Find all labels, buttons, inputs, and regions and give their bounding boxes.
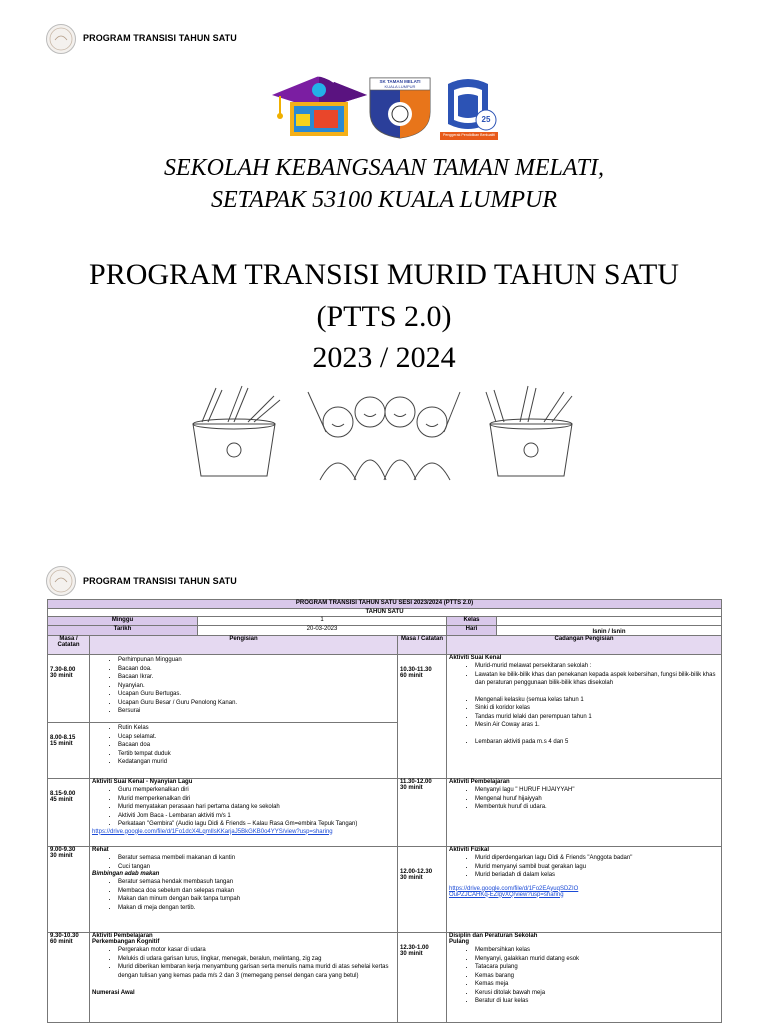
time-cell (48, 847, 90, 933)
header-logo (46, 24, 76, 54)
cell-subtitle: Bimbingan adab makan (92, 871, 160, 877)
list-item: • Mengenali kelasku (semua kelas tahun 1 (475, 696, 719, 705)
content-cell (90, 723, 398, 779)
list-item: • Perhimpunan Mingguan (118, 656, 395, 665)
duration-label: 60 minit (50, 939, 73, 945)
col-pengisian: Pengisian (90, 636, 398, 655)
list-item: • Murid memperkenalkan diri (118, 795, 395, 804)
page-header-text-2: PROGRAM TRANSISI TAHUN SATU (83, 576, 237, 586)
cell-title: Rehat (92, 847, 109, 853)
table-subtitle: TAHUN SATU (48, 609, 722, 617)
list-item: • Perkataan "Gembira" (Audio lagu Didi & Friends – Kalau Rasa Gm=embira Tepuk Tangan) (118, 820, 395, 829)
audio-link[interactable]: https://drive.google.com/file/d/1Fo1dcX4LqmlIsKKarjaJ5BkGKB0o4YYS/view?usp=sharing (92, 828, 333, 835)
list-item: • Rutin Kelas (118, 724, 395, 733)
duration-label: 30 minit (50, 673, 73, 679)
list-item: • Membentuk huruf di udara. (475, 803, 719, 812)
crest-text-top: SK TAMAN MELATI (379, 79, 421, 84)
list-item: • Mengenal huruf hijaiyyah (475, 795, 719, 804)
hari-label: Hari (447, 626, 497, 636)
list-item: • Ucap selamat. (118, 733, 395, 742)
list-item: • Ucapan Guru Bertugas. (118, 690, 395, 699)
list-item: • Kemas meja (475, 980, 719, 989)
duration-label: 30 minit (50, 853, 73, 859)
list-item: • Guru memperkenalkan diri (118, 786, 395, 795)
list-item: • Tatacara pulang (475, 963, 719, 972)
fizikal-link[interactable]: https://drive.google.com/file/d/1Fo2EAyuqSDZIO (449, 885, 579, 892)
content-cell (90, 655, 398, 723)
time-cell (48, 723, 90, 779)
duration-label: 45 minit (50, 797, 73, 803)
time-cell (48, 779, 90, 847)
list-item: • Lembaran aktiviti pada m.s 4 dan 5 (475, 738, 719, 747)
list-item: • Mesin Air Coway aras 1. (475, 721, 719, 730)
time-cell (398, 933, 447, 1023)
list-item: • Tandas murid lelaki dan perempuan tahun 1 (475, 713, 719, 722)
list-item: • Membersihkan kelas (475, 946, 719, 955)
time-cell (398, 847, 447, 933)
list-item: • Murid menyanyi sambil buat gerakan lagu (475, 863, 719, 872)
list-item: • Kerusi ditolak bawah meja (475, 989, 719, 998)
ptts-cap-logo (272, 70, 367, 145)
list-item: • Beratur semasa membeli makanan di kantin (118, 854, 395, 863)
list-item: • Bacaan Ikrar. (118, 673, 395, 682)
time-cell (48, 655, 90, 723)
page-header-text: PROGRAM TRANSISI TAHUN SATU (83, 33, 237, 43)
fizikal-link-cont[interactable]: OuPZJCAHKq-EZlgvXQ/view?usp=sharing (449, 891, 564, 898)
list-item: • Murid beriadah di dalam kelas (475, 871, 719, 880)
list-item: • Bacaan doa (118, 741, 395, 750)
cell-subtitle: Numerasi Awal (92, 990, 135, 996)
duration-label: 30 minit (400, 875, 423, 881)
kelas-value (497, 617, 722, 626)
duration-label: 30 minit (400, 951, 423, 957)
time-cell (398, 779, 447, 847)
time-label: 11.30-12.00 (400, 779, 432, 785)
schedule-table (47, 599, 722, 1023)
time-label: 8.15-9.00 (50, 791, 76, 797)
list-item: • Makan di meja dengan tertib. (118, 904, 395, 913)
list-item: • Ucapan Guru Besar / Guru Penolong Kanan. (118, 699, 395, 708)
list-item: • Murid diperdengarkan lagu Didi & Friends "Anggota badan" (475, 854, 719, 863)
content-cell (447, 655, 722, 779)
list-item: • Lawatan ke bilik-bilik khas dan penekanan kepada aspek kebersihan, fungsi bilik-bilik khas dan peraturan penggunaan bilik-bilik khas disekolah (475, 671, 719, 688)
duration-label: 60 minit (400, 673, 423, 679)
list-item: • Sinki di koridor kelas (475, 704, 719, 713)
time-label: 7.30-8.00 (50, 667, 76, 673)
time-label: 10.30-11.30 (400, 667, 432, 673)
list-item: • Makan dan minum dengan baik tanpa tumpah (118, 895, 395, 904)
time-label: 12.30-1.00 (400, 945, 429, 951)
minggu-label: Minggu (48, 617, 198, 626)
cell-title: Aktiviti Fizikal (449, 847, 490, 853)
list-item: • Menyanyi, galakkan murid datang esok (475, 955, 719, 964)
header-logo-2 (46, 566, 76, 596)
crest-text-sub: KUALA LUMPUR (384, 84, 416, 89)
kelas-label: Kelas (447, 617, 497, 626)
time-label: 9.30-10.30 (50, 933, 79, 939)
time-label: 8.00-8.15 (50, 735, 76, 741)
col-cadangan: Cadangan Pengisian (447, 636, 722, 655)
duration-label: 15 minit (50, 741, 73, 747)
school-crest-logo (368, 76, 432, 140)
content-cell (90, 847, 398, 933)
program-title-line1: PROGRAM TRANSISI MURID TAHUN SATU (89, 258, 679, 291)
table-title: PROGRAM TRANSISI TAHUN SATU SESI 2023/2024 (PTTS 2.0) (48, 600, 722, 609)
content-cell (447, 933, 722, 1023)
children-clipart (188, 382, 580, 482)
list-item: • Nyanyian. (118, 682, 395, 691)
list-item: • Aktiviti Jom Baca - Lembaran aktiviti m/s 1 (118, 812, 395, 821)
cell-title: Aktiviti Pembelajaran (449, 779, 510, 785)
cell-title: Disiplin dan Peraturan Sekolah (449, 933, 538, 939)
list-item: • Kemas barang (475, 972, 719, 981)
content-cell (90, 933, 398, 1023)
content-cell (447, 779, 722, 847)
list-item: • Kedatangan murid (118, 758, 395, 767)
list-item: • Bacaan doa. (118, 665, 395, 674)
school-name-line1: SEKOLAH KEBANGSAAN TAMAN MELATI, (164, 155, 604, 181)
col-masa: Masa / Catatan (48, 636, 90, 655)
program-title-line3: 2023 / 2024 (312, 341, 456, 374)
logo3-number: 25 (481, 115, 491, 124)
cell-subtitle: Perkembangan Kognitif (92, 939, 160, 945)
list-item: • Murid-murid melawat persekitaran sekolah : (475, 662, 719, 671)
list-item: • Cuci tangan (118, 863, 395, 872)
content-cell (90, 779, 398, 847)
list-item: • Murid menyatakan perasaan hari pertama datang ke sekolah (118, 803, 395, 812)
school-name-line2: SETAPAK 53100 KUALA LUMPUR (210, 187, 558, 213)
program-title-line2: (PTTS 2.0) (316, 300, 452, 333)
hari-value: Isnin / Isnin (497, 626, 722, 636)
time-cell (398, 655, 447, 779)
list-item: • Menyanyi lagu " HURUF HIJAIYYAH" (475, 786, 719, 795)
list-item: • Murid diberikan lembaran kerja menyambung garisan serta menulis nama murid di atas sehelai kertas dengan tulisan yang kemas pada m/s 2 dan 3 (memegang pensel dengan cara yang betul) (118, 963, 395, 980)
minggu-value: 1 (198, 617, 447, 626)
list-item: • Beratur semasa hendak membasuh tangan (118, 878, 395, 887)
tarikh-label: Tarikh (48, 626, 198, 636)
list-item: • Beratur di luar kelas (475, 997, 719, 1006)
list-item: • Melukis di udara garisan lurus, lingkar, menegak, beralun, melintang, zig zag (118, 955, 395, 964)
logo3-caption: Penggerak Pendidikan Berkualiti (443, 133, 495, 137)
list-item: • Tertib tempat duduk (118, 750, 395, 759)
cell-title: Aktiviti Pembelajaran (92, 933, 153, 939)
content-cell (447, 847, 722, 933)
tarikh-value: 20-03-2023 (198, 626, 447, 636)
time-label: 12.00-12.30 (400, 869, 433, 875)
list-item: • Bersurai (118, 707, 395, 716)
list-item: • Pergerakan motor kasar di udara (118, 946, 395, 955)
col-masa-2: Masa / Catatan (398, 636, 447, 655)
cell-title: Aktiviti Suai Kenal (449, 655, 502, 661)
duration-label: 30 minit (400, 785, 423, 791)
cell-subtitle: Pulang (449, 939, 470, 945)
list-item: • Membaca doa sebelum dan selepas makan (118, 887, 395, 896)
cell-title: Aktiviti Suai Kenal - Nyanyian Lagu (92, 779, 193, 785)
ppd-25-logo (438, 76, 500, 142)
time-label: 9.00-9.30 (50, 847, 76, 853)
time-cell (48, 933, 90, 1023)
